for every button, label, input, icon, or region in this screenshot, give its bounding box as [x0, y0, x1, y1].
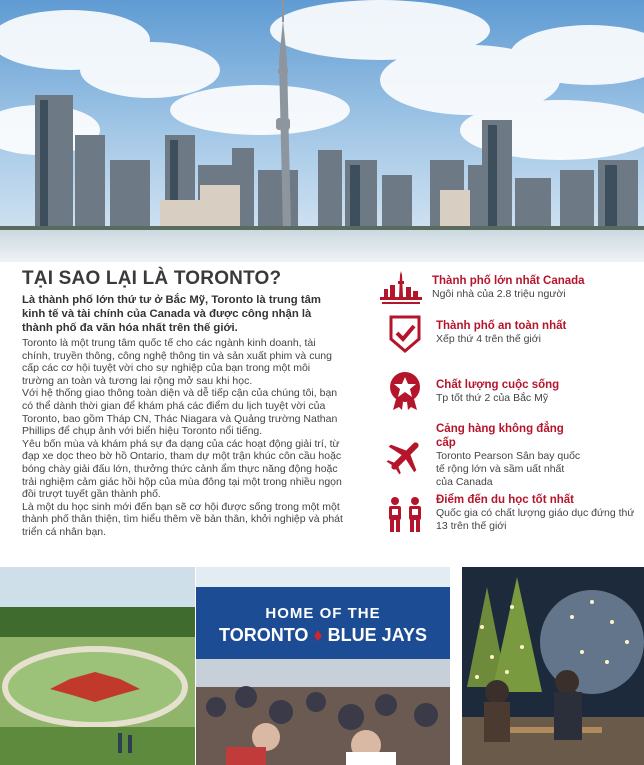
feature-largest-city	[378, 268, 585, 312]
feature-title: Chất lượng cuộc sống	[436, 379, 560, 391]
skyline-icon	[378, 268, 424, 312]
body-text	[22, 337, 344, 539]
feature-desc: Toronto Pearson Sân bay quốc tế rộng lớn và sầm uất nhất của Canada	[436, 450, 581, 488]
paragraph-students: Là một du học sinh mới đến bạn sẽ cơ hội được sống trong một một thành phố thân thiện, tìm hiểu thêm về bản thân, khởi nghiệp và phát triển cá nhân bạn.	[22, 500, 343, 538]
feature-airport	[382, 422, 581, 489]
star-badge-icon	[382, 368, 428, 412]
students-icon	[382, 493, 428, 537]
feature-desc: Ngôi nhà của 2.8 triệu người	[432, 288, 566, 300]
shield-check-icon	[382, 312, 428, 356]
feature-desc: Quốc gia có chất lượng giáo dục đứng thứ 13 trên thế giới	[436, 507, 635, 532]
stadium-sign-toronto: TORONTO	[219, 625, 309, 645]
paragraph-seasons: Yêu bốn mùa và khám phá sự đa dạng của các hoạt động giải trí, từ đạp xe dọc theo bờ hồ Ontario, tham dự một trận khúc côn cầu hoặc bóng chày giải đấu lớn, thưởng thức cảnh ẩm thực năng động hoặc trải nghiệm cảm giác hồi hộp của mùa đông tại một trong nhiều ngọn đồi trượt tuyết gần thành phố.	[22, 437, 342, 501]
hero-skyline-photo	[0, 0, 644, 262]
blue-jays-stadium-photo	[196, 567, 450, 765]
feature-title: Thành phố an toàn nhất	[436, 320, 567, 332]
winter-lights-photo	[462, 567, 644, 765]
airplane-icon	[382, 434, 428, 478]
stadium-sign-line2	[196, 625, 450, 646]
feature-title: Cảng hàng không đẳng cấp	[436, 423, 564, 449]
feature-desc: Xếp thứ 4 trên thế giới	[436, 333, 541, 345]
feature-safest-city	[382, 312, 566, 356]
stadium-sign-bluejays: BLUE JAYS	[327, 625, 427, 645]
paragraph-business: Toronto là một trung tâm quốc tế cho các ngành kinh doanh, tài chính, truyền thông, công nghệ thông tin và sản xuất phim và cung cấp các cơ hội tuyệt vời cho sự nghiệp của bạn trong một môi trường an toàn và tương lai rộng mở sau khi học.	[22, 337, 332, 387]
feature-quality-of-life	[382, 368, 559, 412]
maple-leaf-icon: ♦	[313, 625, 323, 645]
feature-title: Điểm đến du học tốt nhất	[436, 494, 574, 506]
lead-paragraph: Là thành phố lớn thứ tư ở Bắc Mỹ, Toronto là trung tâm kinh tế và tài chính của Canada và được công nhận là thành phố đa văn hóa nhất trên thế giới.	[22, 294, 321, 334]
park-maple-leaf-photo	[0, 567, 195, 765]
feature-study-destination	[382, 493, 644, 537]
feature-title: Thành phố lớn nhất Canada	[432, 275, 585, 287]
paragraph-transport: Với hệ thống giao thông toàn diện và dễ tiếp cận của chúng tôi, bạn có thể dành thời gian để khám phá các điểm du lịch tuyệt vời của Toronto, bao gồm Tháp CN, Thác Niagara và Quảng trường Nathan Phillips để chụp ảnh với biển hiệu Toronto nổi tiếng.	[22, 387, 338, 438]
page-title: TẠI SAO LẠI LÀ TORONTO?	[22, 268, 282, 289]
feature-desc: Tp tốt thứ 2 của Bắc Mỹ	[436, 392, 549, 404]
stadium-sign-line1: HOME OF THE	[265, 605, 381, 622]
